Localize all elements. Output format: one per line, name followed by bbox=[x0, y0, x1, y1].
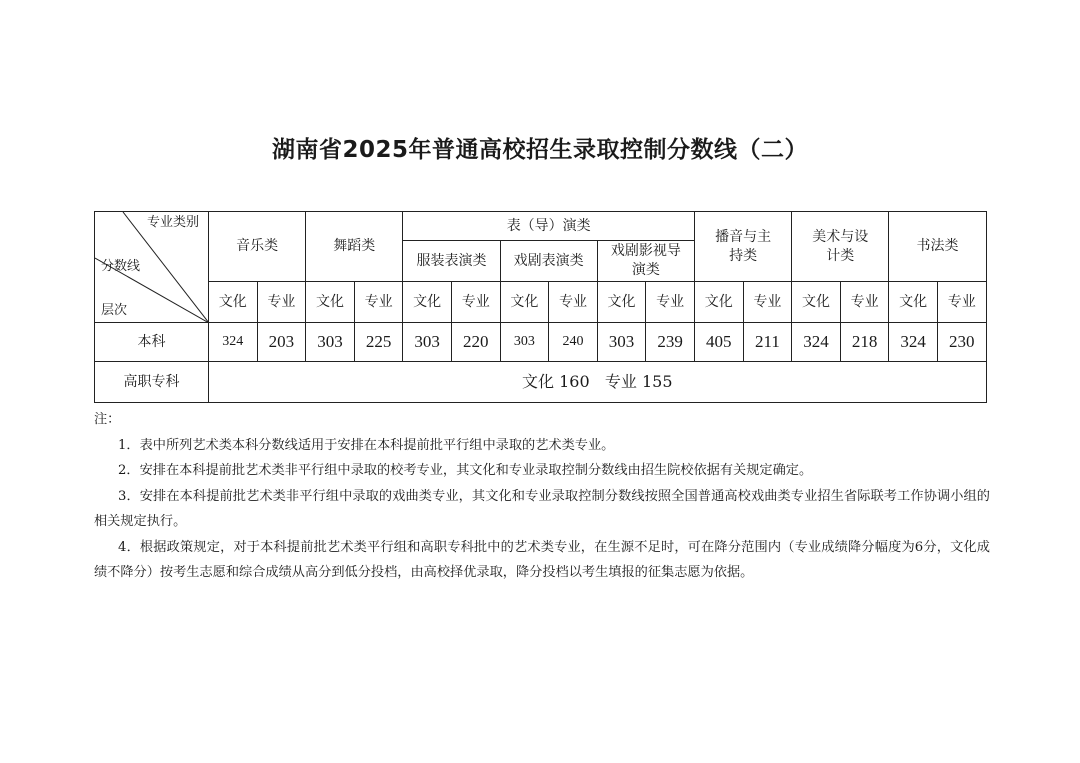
score-cell: 239 bbox=[646, 323, 695, 362]
score-cell: 225 bbox=[354, 323, 403, 362]
notes-label: 注： bbox=[94, 412, 121, 427]
score-cell: 303 bbox=[306, 323, 355, 362]
subheader-major: 专业 bbox=[937, 282, 986, 323]
subheader-major: 专业 bbox=[354, 282, 403, 323]
subheader-culture: 文化 bbox=[695, 282, 744, 323]
subheader-culture: 文化 bbox=[597, 282, 646, 323]
header-calligraphy: 书法类 bbox=[889, 212, 986, 282]
score-cell: 240 bbox=[549, 323, 598, 362]
note-item-4: 4．根据政策规定，对于本科提前批艺术类平行组和高职专科批中的艺术类专业，在生源不足时，可在降分范围内（专业成绩降分幅度为6分，文化成绩不降分）按考生志愿和综合成绩从高分到低分投档，由高校择优录取，降分投档以考生填报的征集志愿为依据。 bbox=[94, 539, 990, 580]
score-cell: 405 bbox=[695, 323, 744, 362]
score-cell: 303 bbox=[500, 323, 549, 362]
score-cell: 230 bbox=[937, 323, 986, 362]
score-cell: 303 bbox=[597, 323, 646, 362]
subheader-major: 专业 bbox=[257, 282, 306, 323]
note-item-2: 2．安排在本科提前批艺术类非平行组中录取的校考专业，其文化和专业录取控制分数线由招生院校依据有关规定确定。 bbox=[118, 463, 813, 478]
score-cell: 220 bbox=[451, 323, 500, 362]
header-costume-performance: 服装表演类 bbox=[403, 241, 500, 282]
score-cell: 211 bbox=[743, 323, 792, 362]
score-cell: 324 bbox=[889, 323, 938, 362]
corner-label-level: 层次 bbox=[101, 303, 128, 318]
subheader-culture: 文化 bbox=[500, 282, 549, 323]
subheader-culture: 文化 bbox=[209, 282, 258, 323]
score-cell: 303 bbox=[403, 323, 452, 362]
subheader-culture: 文化 bbox=[792, 282, 841, 323]
score-cell: 218 bbox=[840, 323, 889, 362]
score-cell: 324 bbox=[792, 323, 841, 362]
subheader-culture: 文化 bbox=[403, 282, 452, 323]
header-drama-performance: 戏剧表演类 bbox=[500, 241, 597, 282]
row-label-vocational: 高职专科 bbox=[95, 362, 209, 403]
score-cell: 324 bbox=[209, 323, 258, 362]
subheader-major: 专业 bbox=[451, 282, 500, 323]
header-art-design: 美术与设计类 bbox=[792, 212, 889, 282]
header-dance: 舞蹈类 bbox=[306, 212, 403, 282]
corner-label-score: 分数线 bbox=[101, 259, 141, 274]
subheader-major: 专业 bbox=[743, 282, 792, 323]
subheader-major: 专业 bbox=[840, 282, 889, 323]
table-row-vocational bbox=[95, 362, 987, 403]
subheader-culture: 文化 bbox=[306, 282, 355, 323]
notes-section bbox=[94, 407, 990, 586]
subheader-major: 专业 bbox=[549, 282, 598, 323]
subheader-major: 专业 bbox=[646, 282, 695, 323]
note-item-1: 1．表中所列艺术类本科分数线适用于安排在本科提前批平行组中录取的艺术类专业。 bbox=[118, 437, 615, 453]
header-performance: 表（导）演类 bbox=[403, 212, 695, 241]
header-music: 音乐类 bbox=[209, 212, 306, 282]
header-film-directing: 戏剧影视导演类 bbox=[597, 241, 694, 282]
page-title: 湖南省2025年普通高校招生录取控制分数线（二） bbox=[271, 137, 808, 163]
row-label-undergraduate: 本科 bbox=[95, 323, 209, 362]
subheader-culture: 文化 bbox=[889, 282, 938, 323]
note-item-3: 3．安排在本科提前批艺术类非平行组中录取的戏曲类专业，其文化和专业录取控制分数线按照全国普通高校戏曲类专业招生省际联考工作协调小组的相关规定执行。 bbox=[94, 488, 990, 529]
corner-header-cell bbox=[95, 212, 209, 323]
score-table bbox=[94, 211, 987, 403]
corner-label-category: 专业类别 bbox=[147, 215, 200, 230]
vocational-merged-scores: 文化 160 专业 155 bbox=[209, 362, 987, 403]
header-broadcast: 播音与主持类 bbox=[695, 212, 792, 282]
table-row-undergraduate bbox=[95, 323, 987, 362]
score-cell: 203 bbox=[257, 323, 306, 362]
